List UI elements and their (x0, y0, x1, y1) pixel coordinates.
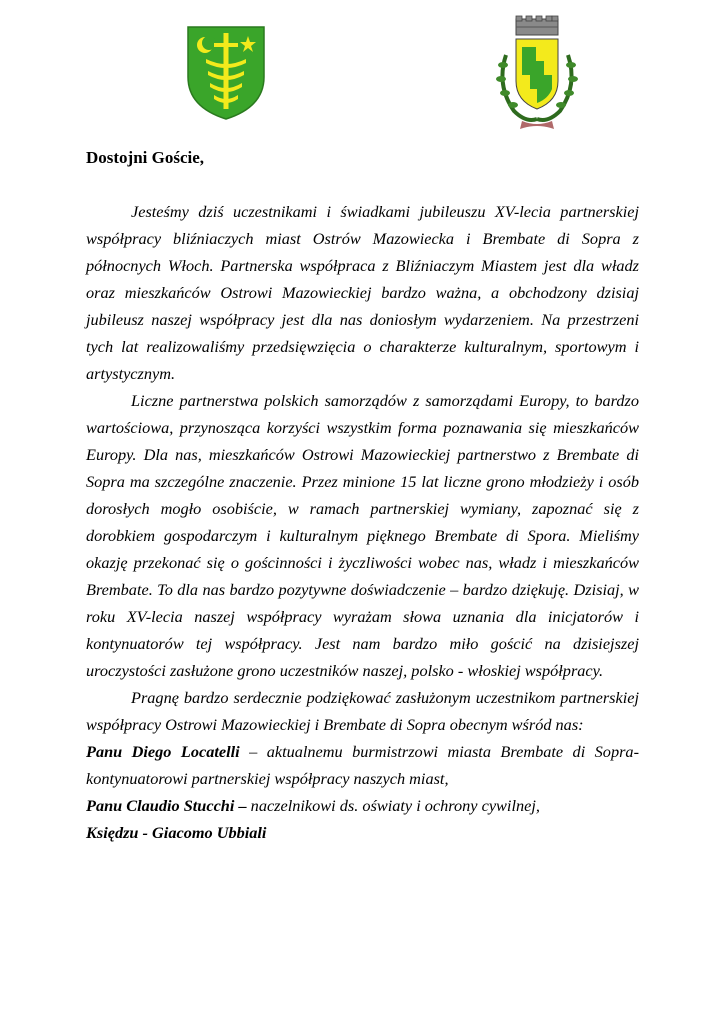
guest-entry (86, 819, 639, 846)
paragraph-partnerships: Liczne partnerstwa polskich samorządów z samorządami Europy, to bardzo wartościowa, przynosząca korzyści wszystkim forma poznawania się mieszkańców Europy. Dla nas, mieszkańców Ostrowi Mazowieckiej partnerstwo z Brembate di Sopra ma szczególne znaczenie. Przez minione 15 lat liczne grono młodzieży i osób dorosłych mogło osobiście, w ramach partnerskiej wymiany, zapoznać się z dorobkiem gospodarczym i kulturalnym pięknego Brembate di Spora. Mieliśmy okazję przekonać się o gościnności i życzliwości wobec nas, władz i mieszkańców Brembate. To dla nas bardzo pozytywne doświadczenie – bardzo dziękuję. Dzisiaj, w roku XV-lecia naszej współpracy wyrażam słowa uznania dla inicjatorów i kontynuatorów tej współpracy. Jest nam bardzo miło gościć na dzisiejszej uroczystości zasłużone grono uczestników naszej, polsko - włoskiej współpracy. (86, 391, 639, 680)
paragraph-thanks: Pragnę bardzo serdecznie podziękować zasłużonym uczestnikom partnerskiej współpracy Ostrowi Mazowieckiej i Brembate di Sopra obecnym wśród nas: (86, 688, 639, 734)
letter-greeting: Dostojni Goście, (86, 148, 205, 167)
guest-name: Panu Claudio Stucchi – (86, 796, 247, 815)
guest-name: Księdzu - Giacomo Ubbiali (86, 823, 267, 842)
brembate-di-sopra-coat-of-arms-icon (492, 15, 582, 133)
paragraph-jubilee: Jesteśmy dziś uczestnikami i świadkami jubileuszu XV-lecia partnerskiej współpracy bliźniaczych miast Ostrów Mazowiecka i Brembate di Sopra z północnych Włoch. Partnerska współpraca z Bliźniaczym Miastem jest dla władz oraz mieszkańców Ostrowi Mazowieckiej bardzo ważna, a obchodzony dzisiaj jubileusz naszej współpracy jest dla nas doniosłym wydarzeniem. Na przestrzeni tych lat realizowaliśmy przedsięwzięcia o charakterze kulturalnym, sportowym i artystycznym. (86, 202, 639, 383)
guest-role: naczelnikowi ds. oświaty i ochrony cywilnej, (246, 796, 540, 815)
guest-role: – aktualnemu burmistrzowi miasta Brembate di Sopra- kontynuatorowi partnerskiej współpracy naszych miast, (86, 742, 639, 788)
ostrow-mazowiecka-coat-of-arms-icon (186, 25, 266, 121)
letter-body (86, 198, 639, 846)
guest-entry (86, 792, 639, 819)
guest-name: Panu Diego Locatelli (86, 742, 240, 761)
guest-entry (86, 738, 639, 792)
